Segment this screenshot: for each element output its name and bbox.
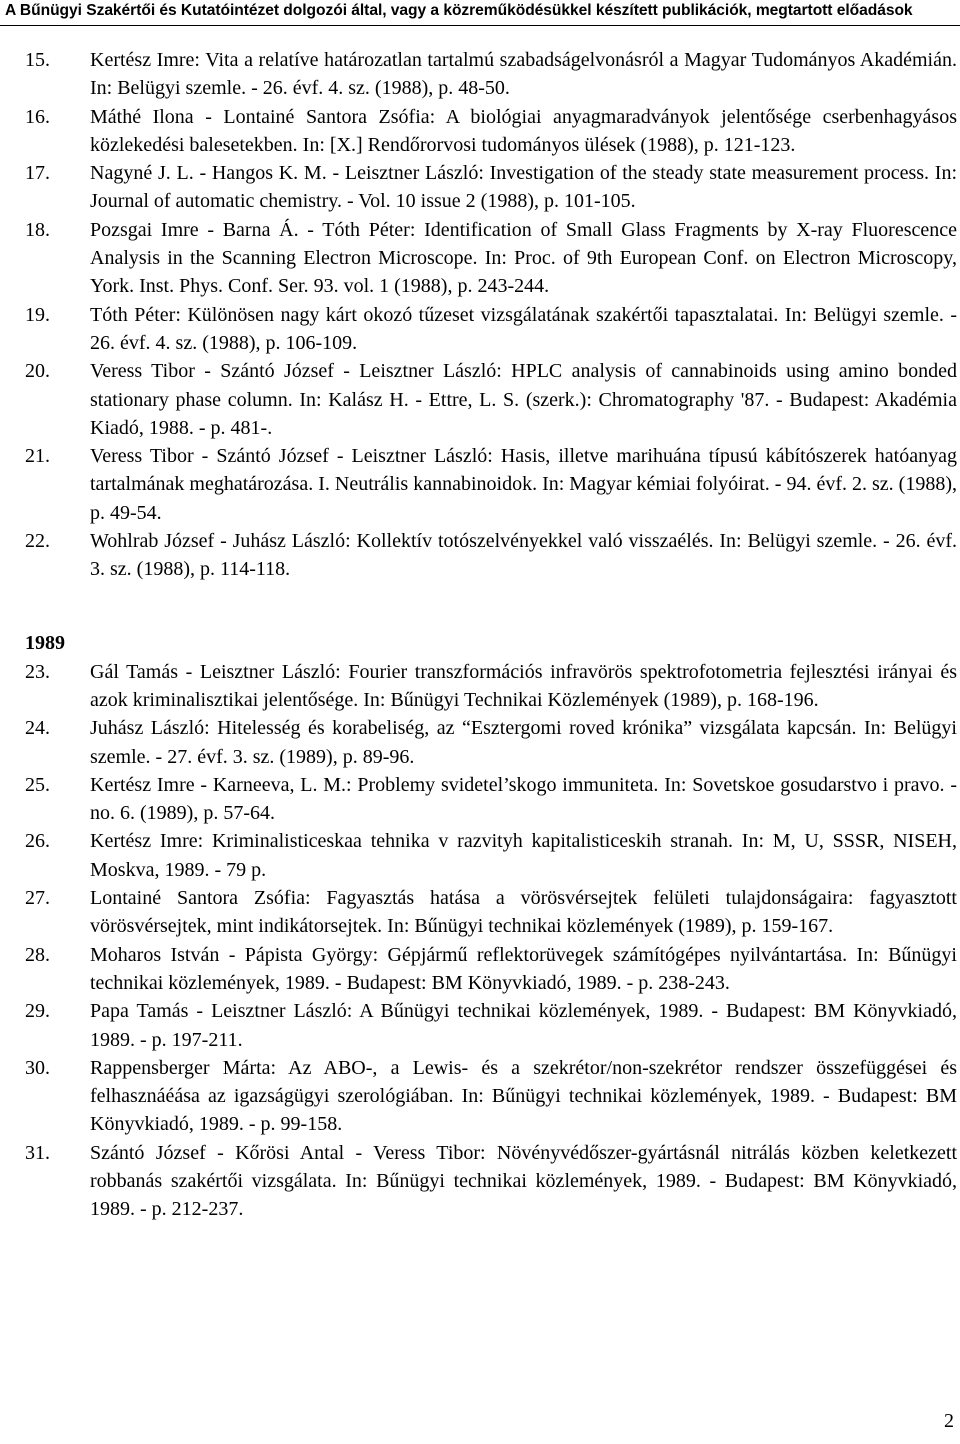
entry-citation: Juhász László: Hitelesség és korabeliség, az “Esztergomi roved krónika” vizsgálata kapcsán. In: Belügyi szemle. - 27. évf. 3. sz. (1989), p. 89-96. — [90, 717, 957, 768]
publication-entry — [25, 527, 957, 584]
entry-citation: Gál Tamás - Leisztner László: Fourier transzformációs infravörös spektrofotometria fejlesztési irányai és azok kriminalisztikai jelentősége. In: Bűnügyi Technikai Közlemények (1989), p. 168-196. — [90, 660, 957, 711]
entry-number: 23. — [25, 660, 50, 683]
entry-citation: Szántó József - Kőrösi Antal - Veress Tibor: Növényvédőszer-gyártásnál nitrálás közben keletkezett robbanás szakértői vizsgálata. In: Bűnügyi technikai közlemények, 1989. - Budapest: BM Könyvkiadó, 1989. - p. 212-237. — [90, 1141, 957, 1221]
entry-citation: Moharos István - Pápista György: Gépjármű reflektorüvegek számítógépes nyilvántartása. In: Bűnügyi technikai közlemények, 1989. - Budapest: BM Könyvkiadó, 1989. - p. 238-243. — [90, 943, 957, 994]
entry-citation: Lontainé Santora Zsófia: Fagyasztás hatása a vörösvérsejtek felületi tulajdonságaira: fagyasztott vörösvérsejtek, mint indikátorsejtek. In: Bűnügyi technikai közlemények (1989), p. 159-167. — [90, 887, 957, 938]
entry-citation: Kertész Imre - Karneeva, L. M.: Problemy svidetel’skogo immuniteta. In: Sovetskoe gosudarstvo i pravo. - no. 6. (1989), p. 57-64. — [90, 773, 957, 825]
publication-list — [25, 46, 957, 1224]
year-heading: 1989 — [25, 631, 65, 654]
entry-number: 27. — [25, 887, 50, 910]
page-number: 2 — [944, 1410, 954, 1432]
entry-citation: Rappensberger Márta: Az ABO-, a Lewis- és a szekrétor/non-szekrétor rendszer összefüggései és felhasznáéása az igazságügyi szerológiában. In: Bűnügyi technikai közlemények, 1989. - Budapest: BM Könyvkiadó, 1989. - p. 99-158. — [90, 1056, 957, 1136]
entry-number: 22. — [25, 530, 50, 553]
section-1988 — [25, 46, 957, 584]
publication-entry — [25, 46, 957, 103]
entry-number: 15. — [25, 49, 50, 71]
publication-entry — [25, 771, 957, 828]
publication-entry — [25, 941, 957, 998]
publication-entry — [25, 301, 957, 358]
entry-number: 20. — [25, 360, 50, 383]
entry-number: 19. — [25, 303, 50, 326]
publication-entry — [25, 103, 957, 160]
entry-citation: Kertész Imre: Kriminalisticeskaa tehnika v razvityh kapitalisticeskih stranah. In: M, U, SSSR, NISEH, Moskva, 1989. - 79 p. — [90, 830, 957, 881]
running-header — [0, 0, 960, 26]
publication-entry — [25, 714, 957, 771]
entry-citation: Veress Tibor - Szántó József - Leisztner László: Hasis, illetve marihuána típusú kábítószerek hatóanyag tartalmának meghatározása. I. Neutrális kannabinoidok. In: Magyar kémiai folyóirat. - 94. évf. 2. sz. (1988), p. 49-54. — [90, 445, 957, 524]
publication-entry — [25, 884, 957, 941]
entry-citation: Tóth Péter: Különösen nagy kárt okozó tűzeset vizsgálatának szakértői tapasztalatai. In: Belügyi szemle. - 26. évf. 4. sz. (1988), p. 106-109. — [90, 303, 957, 354]
header-title: A Bűnügyi Szakértői és Kutatóintézet dolgozói által, vagy a közreműködésükkel készített publikációk, megtartott előadások — [5, 2, 913, 19]
entry-number: 18. — [25, 218, 50, 241]
entry-citation: Kertész Imre: Vita a relatíve határozatlan tartalmú szabadságelvonásról a Magyar Tudományos Akadémián. In: Belügyi szemle. - 26. évf. 4. sz. (1988), p. 48-50. — [90, 49, 957, 100]
entry-citation: Veress Tibor - Szántó József - Leisztner László: HPLC analysis of cannabinoids using amino bonded stationary phase column. In: Kalász H. - Ettre, L. S. (szerk.): Chromatography '87. - Budapest: Akadémia Kiadó, 1988. - p. 481-. — [90, 360, 957, 439]
entry-number: 28. — [25, 943, 50, 966]
publication-entry — [25, 1139, 957, 1224]
entry-number: 29. — [25, 1000, 50, 1023]
entry-number: 26. — [25, 830, 50, 853]
entry-citation: Wohlrab József - Juhász László: Kollektív totószelvényekkel való visszaélés. In: Belügyi szemle. - 26. évf. 3. sz. (1988), p. 114-118. — [90, 530, 957, 581]
entry-number: 16. — [25, 105, 50, 128]
entry-citation: Máthé Ilona - Lontainé Santora Zsófia: A biológiai anyagmaradványok jelentősége cserbenhagyásos közlekedési balesetekben. In: [X.] Rendőrorvosi tudományos ülések (1988), p. 121-123. — [90, 105, 957, 156]
entry-citation: Papa Tamás - Leisztner László: A Bűnügyi technikai közlemények, 1989. - Budapest: BM Könyvkiadó, 1989. - p. 197-211. — [90, 1000, 957, 1051]
publication-entry — [25, 827, 957, 884]
publication-entry — [25, 159, 957, 216]
entry-citation: Nagyné J. L. - Hangos K. M. - Leisztner László: Investigation of the steady state measurement process. In: Journal of automatic chemistry. - Vol. 10 issue 2 (1988), p. 101-105. — [90, 162, 957, 213]
entry-number: 24. — [25, 717, 50, 740]
entry-number: 30. — [25, 1056, 50, 1079]
publication-entry — [25, 357, 957, 442]
section-1989 — [25, 629, 957, 1224]
entry-number: 21. — [25, 445, 50, 468]
entry-number: 31. — [25, 1141, 50, 1164]
publication-entry — [25, 997, 957, 1054]
publication-entry — [25, 216, 957, 301]
publication-entry — [25, 442, 957, 527]
publication-entry — [25, 658, 957, 715]
entry-number: 17. — [25, 162, 50, 185]
entry-number: 25. — [25, 773, 50, 796]
entry-citation: Pozsgai Imre - Barna Á. - Tóth Péter: Identification of Small Glass Fragments by X-ray Fluorescence Analysis in the Scanning Electron Microscope. In: Proc. of 9th European Conf. on Electron Microscopy, York. Inst. Phys. Conf. Ser. 93. vol. 1 (1988), p. 243-244. — [90, 218, 957, 298]
publication-entry — [25, 1054, 957, 1139]
